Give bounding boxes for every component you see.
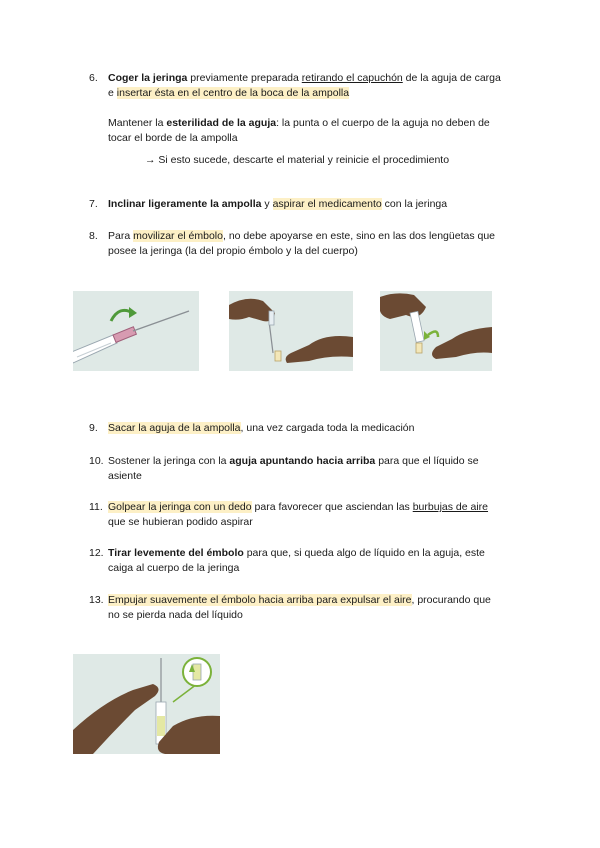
arrow-note: → Si esto sucede, descarte el material y reinicie el procedimiento — [145, 154, 450, 166]
step-6-text: previamente preparada — [187, 72, 302, 84]
sterility-bold: esterilidad de la aguja — [166, 117, 277, 129]
step-11-text: para favorecer que asciendan las — [251, 501, 413, 513]
step-7-text: y — [261, 198, 273, 210]
syringe-needle-illustration — [73, 291, 199, 371]
step-11-highlight: Golpear la jeringa con un dedo — [108, 501, 252, 513]
step-6-bold: Coger la jeringa — [108, 72, 188, 84]
step-11-underline: burbujas de aire — [412, 501, 489, 513]
step-number: 13. — [89, 594, 104, 606]
step-number: 6. — [89, 72, 98, 84]
step-8-text-3: posee la jeringa (la del propio émbolo y la del cuerpo) — [108, 245, 358, 257]
step-12-bold: Tirar levemente del émbolo — [108, 547, 244, 559]
step-10-bold: aguja apuntando hacia arriba — [229, 455, 376, 467]
step-10-text: Sostener la jeringa con la — [108, 455, 230, 467]
step-number: 8. — [89, 230, 98, 242]
step-8-highlight: movilizar el émbolo — [133, 230, 223, 242]
step-number: 10. — [89, 455, 104, 467]
sterility-text-2: : la punta o el cuerpo de la aguja no deben de — [276, 117, 490, 129]
step-12-text-2: caiga al cuerpo de la jeringa — [108, 562, 240, 574]
expel-air-illustration — [73, 654, 220, 754]
sterility-text: Mantener la — [108, 117, 167, 129]
step-13-text-2: no se pierda nada del líquido — [108, 609, 243, 621]
step-number: 9. — [89, 422, 98, 434]
step-13-highlight: Empujar suavemente el émbolo hacia arriba para expulsar el aire — [108, 594, 412, 606]
step-7-highlight: aspirar el medicamento — [272, 198, 382, 210]
step-12-text: para que, si queda algo de líquido en la aguja, este — [243, 547, 485, 559]
step-10-text-2: para que el líquido se — [375, 455, 479, 467]
step-13-text: , procurando que — [411, 594, 491, 606]
step-8-text: Para — [108, 230, 134, 242]
step-6-highlight: insertar ésta en el centro de la boca de la ampolla — [116, 87, 350, 99]
step-7-text-2: con la jeringa — [381, 198, 448, 210]
step-number: 12. — [89, 547, 104, 559]
step-7-bold: Inclinar ligeramente la ampolla — [108, 198, 262, 210]
step-6-underline: retirando el capuchón — [301, 72, 403, 84]
hands-syringe-ampoule-illustration — [380, 291, 492, 371]
step-number: 11. — [89, 501, 103, 513]
sterility-paragraph — [108, 116, 528, 146]
step-8-text-2: , no debe apoyarse en este, sino en las dos lengüetas que — [222, 230, 496, 242]
step-number: 7. — [89, 198, 98, 210]
step-6-text-2: de la aguja de carga — [402, 72, 501, 84]
step-10-text-3: asiente — [108, 470, 142, 482]
hands-ampoule-illustration — [229, 291, 353, 371]
step-9-text: , una vez cargada toda la medicación — [240, 422, 415, 434]
step-11-text-2: que se hubieran podido aspirar — [108, 516, 253, 528]
sterility-text-3: tocar el borde de la ampolla — [108, 132, 238, 144]
step-6-text-3: e — [108, 87, 117, 99]
step-9-highlight: Sacar la aguja de la ampolla — [108, 422, 241, 434]
